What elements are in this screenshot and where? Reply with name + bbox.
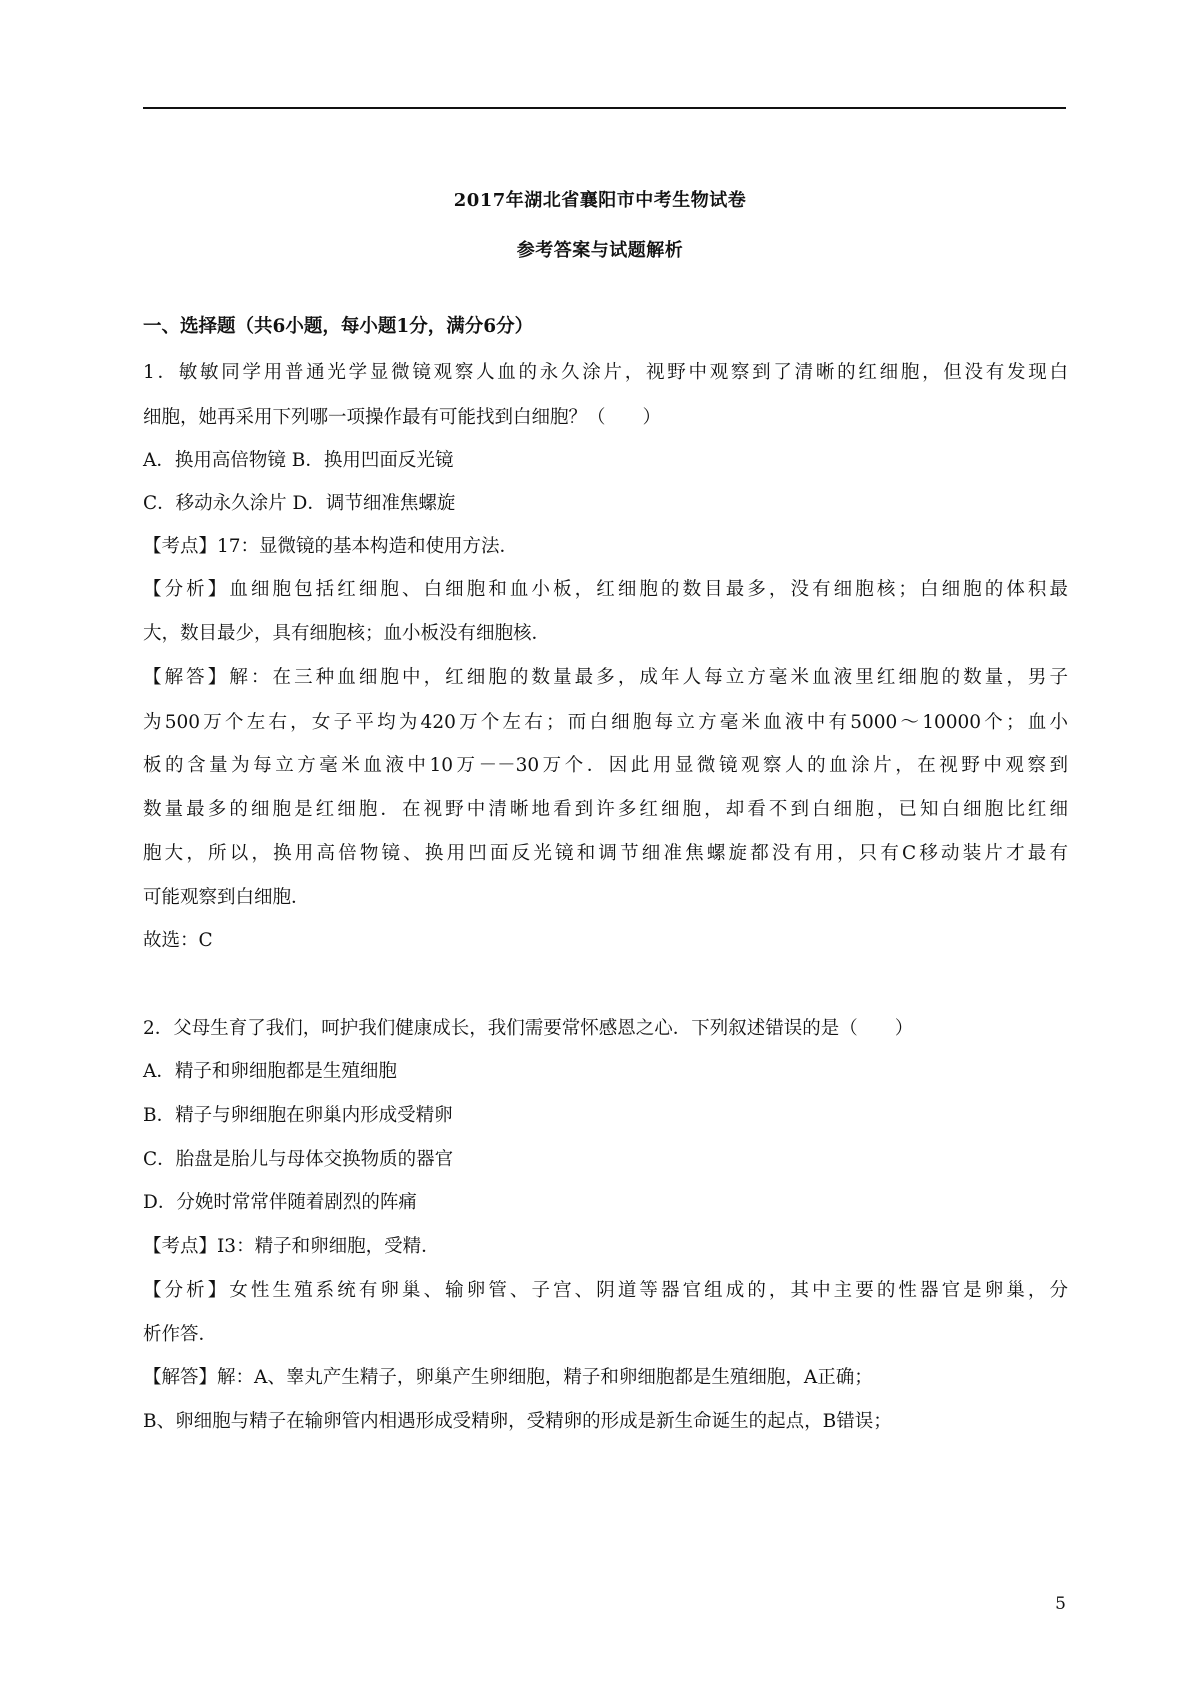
q2-option-a: A．精子和卵细胞都是生殖细胞 [143, 1061, 397, 1082]
page-number: 5 [1055, 1594, 1066, 1614]
q1-jieda-line3: 板的含量为每立方毫米血液中10万－－30万个．因此用显微镜观察人的血涂片，在视野中观察到 [143, 755, 1068, 776]
q1-stem-line2: 细胞，她再采用下列哪一项操作最有可能找到白细胞？（ ） [143, 407, 662, 428]
q1-jieda-line2: 为500万个左右，女子平均为420万个左右；而白细胞每立方毫米血液中有5000～10000个；血小 [143, 712, 1068, 733]
q2-jieda-line1: 【解答】解：A、睾丸产生精子，卵巢产生卵细胞，精子和卵细胞都是生殖细胞，A正确； [143, 1367, 873, 1388]
q2-fenxi-line1: 【分析】女性生殖系统有卵巢、输卵管、子宫、阴道等器官组成的，其中主要的性器官是卵巢，分 [143, 1280, 1068, 1301]
q2-option-b: B．精子与卵细胞在卵巢内形成受精卵 [143, 1105, 453, 1126]
q1-options-line1: A．换用高倍物镜 B．换用凹面反光镜 [143, 450, 454, 471]
q2-option-d: D．分娩时常常伴随着剧烈的阵痛 [143, 1192, 417, 1213]
header-rule [143, 107, 1066, 109]
q1-stem-line1: 1．敏敏同学用普通光学显微镜观察人血的永久涂片，视野中观察到了清晰的红细胞，但没有发现白 [143, 362, 1068, 383]
q2-jieda-line2: B、卵细胞与精子在输卵管内相遇形成受精卵，受精卵的形成是新生命诞生的起点，B错误； [143, 1411, 892, 1432]
q1-answer: 故选：C [143, 930, 213, 951]
q1-fenxi-line2: 大，数目最少，具有细胞核；血小板没有细胞核． [143, 623, 551, 644]
q1-jieda-line1: 【解答】解：在三种血细胞中，红细胞的数量最多，成年人每立方毫米血液里红细胞的数量，男子 [143, 667, 1068, 688]
q2-kaodian: 【考点】I3：精子和卵细胞，受精． [143, 1236, 440, 1257]
section-heading: 一、选择题（共6小题，每小题1分，满分6分） [143, 316, 534, 337]
q1-jieda-line4: 数量最多的细胞是红细胞．在视野中清晰地看到许多红细胞，却看不到白细胞，已知白细胞比红细 [143, 799, 1068, 820]
q1-jieda-line5: 胞大，所以，换用高倍物镜、换用凹面反光镜和调节细准焦螺旋都没有用，只有C移动装片才最有 [143, 843, 1068, 864]
q1-fenxi-line1: 【分析】血细胞包括红细胞、白细胞和血小板，红细胞的数目最多，没有细胞核；白细胞的体积最 [143, 579, 1068, 600]
document-title: 2017年湖北省襄阳市中考生物试卷 [453, 190, 747, 211]
q1-kaodian: 【考点】17：显微镜的基本构造和使用方法． [143, 536, 519, 557]
q2-stem: 2．父母生育了我们，呵护我们健康成长，我们需要常怀感恩之心．下列叙述错误的是（ ） [143, 1018, 914, 1039]
q2-option-c: C．胎盘是胎儿与母体交换物质的器官 [143, 1149, 454, 1170]
q1-options-line2: C．移动永久涂片 D．调节细准焦螺旋 [143, 493, 456, 514]
q1-jieda-line6: 可能观察到白细胞． [143, 887, 310, 908]
document-subtitle: 参考答案与试题解析 [516, 240, 684, 261]
q2-fenxi-line2: 析作答． [143, 1324, 218, 1345]
